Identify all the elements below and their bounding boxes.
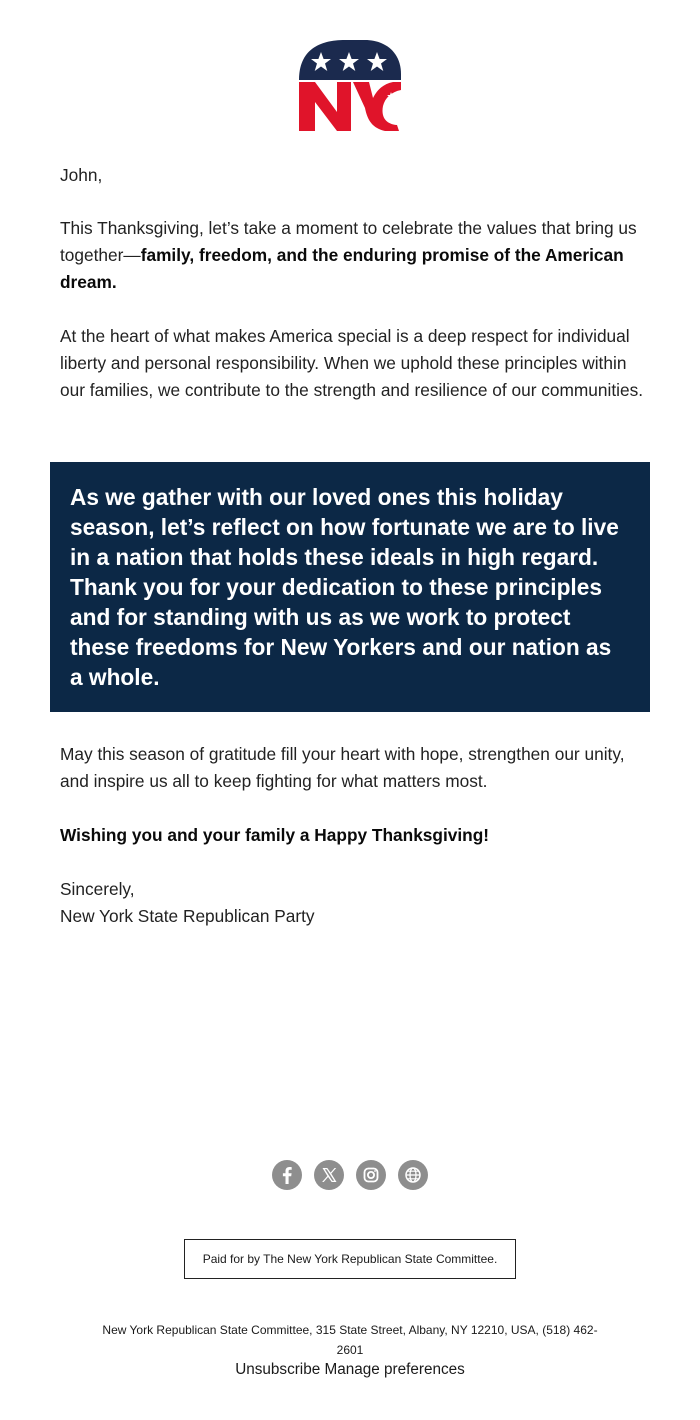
greeting: John, [60,165,103,185]
closing [60,876,645,930]
x-icon[interactable] [314,1160,344,1190]
thanksgiving-wish [60,822,645,849]
thanksgiving-wish-bold: Wishing you and your family a Happy Thanksgiving! [60,825,490,845]
manage-preferences-link[interactable]: Manage preferences [324,1361,465,1378]
social-links [0,1160,700,1190]
instagram-icon[interactable] [356,1160,386,1190]
website-icon[interactable] [398,1160,428,1190]
mailing-address: New York Republican State Committee, 315 State Street, Albany, NY 12210, USA, (518) 462-2601 [102,1323,598,1357]
paragraph-values: At the heart of what makes America special is a deep respect for individual liberty and personal responsibility. When we uphold these principles within our families, we contribute to the strength and resilience of our communities. [60,326,644,400]
paragraph-gratitude: May this season of gratitude fill your heart with hope, strengthen our unity, and inspire us all to keep fighting for what matters most. [60,744,625,791]
paid-for-disclaimer: Paid for by The New York Republican State Committee. [184,1239,516,1279]
callout-text: As we gather with our loved ones this holiday season, let’s reflect on how fortunate we are to live in a nation that holds these ideals in high regard. Thank you for your dedication to these principles and for standing with us as we work to protect these freedoms for New Yorkers and our nation as a whole. [70,484,619,690]
paragraph-intro [60,215,645,296]
signature: New York State Republican Party [60,906,315,926]
callout-box [50,462,650,712]
paragraph-intro-bold: family, freedom, and the enduring promise of the American dream. [60,245,624,292]
elephant-logo-icon [299,40,402,132]
signoff: Sincerely, [60,879,135,899]
unsubscribe-link[interactable]: Unsubscribe [235,1361,321,1378]
paragraph-intro-text: This Thanksgiving, let’s take a moment to celebrate the values that bring us together— [60,218,637,265]
footer-links [0,1359,700,1381]
facebook-icon[interactable] [272,1160,302,1190]
nygop-logo [299,40,402,132]
